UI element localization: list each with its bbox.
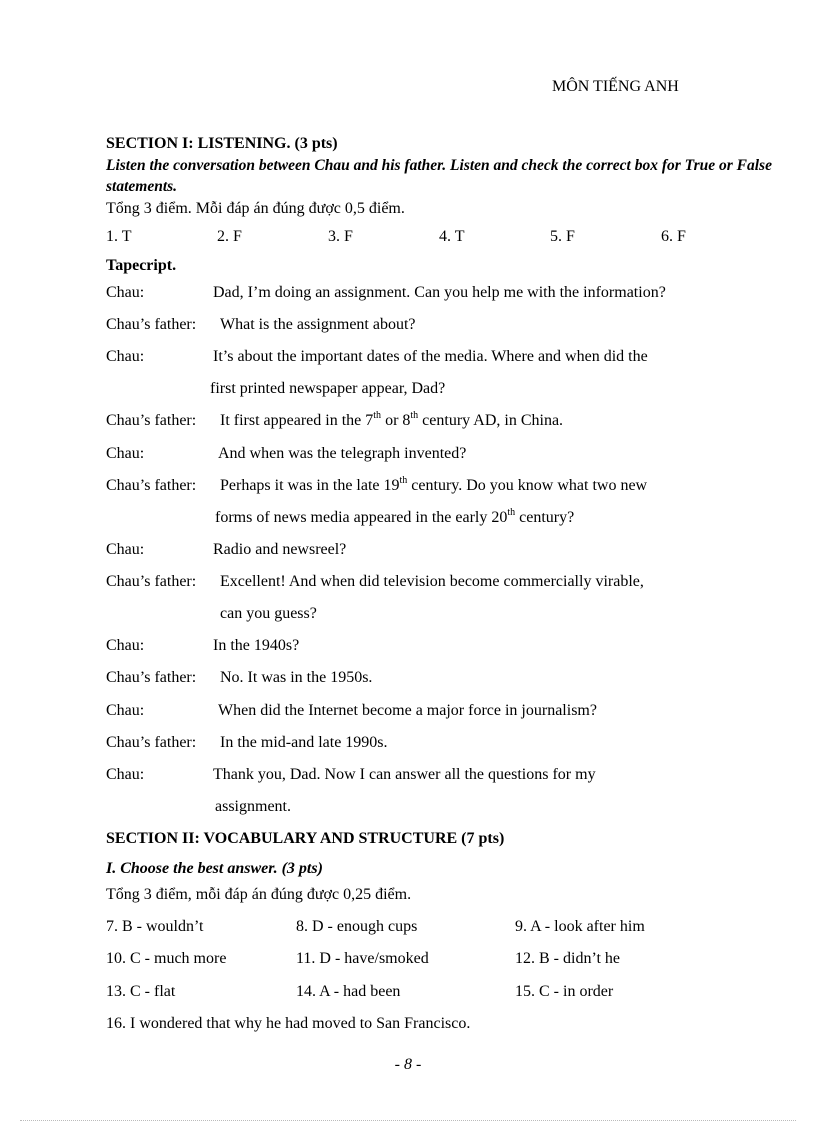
answer-item: 1. T xyxy=(106,228,132,245)
answer-item: 7. B - wouldn’t xyxy=(106,918,204,935)
dialogue-line: first printed newspaper appear, Dad? xyxy=(210,380,446,397)
section1-instruction: Listen the conversation between Chau and his father. Listen and check the correct box for True or False statements. xyxy=(106,157,772,195)
answer-item: 8. D - enough cups xyxy=(296,918,418,935)
answer-item: 3. F xyxy=(328,228,353,245)
answer-item: 5. F xyxy=(550,228,575,245)
question-16: 16. I wondered that why he had moved to San Francisco. xyxy=(106,1015,471,1032)
speaker: Chau: xyxy=(106,284,145,301)
section2-title: SECTION II: VOCABULARY AND STRUCTURE (7 pts) xyxy=(106,830,505,847)
dialogue-line: It first appeared in the 7th or 8th century AD, in China. xyxy=(220,410,564,429)
section1-title: SECTION I: LISTENING. (3 pts) xyxy=(106,135,338,152)
speaker: Chau’s father: xyxy=(106,669,197,686)
speaker: Chau: xyxy=(106,541,145,558)
dialogue-line: forms of news media appeared in the early 20th century? xyxy=(215,507,575,526)
dialogue-line: can you guess? xyxy=(220,605,317,622)
page-number: - 8 - xyxy=(394,1056,422,1073)
answer-item: 4. T xyxy=(439,228,465,245)
dialogue-line: Dad, I’m doing an assignment. Can you help me with the information? xyxy=(213,284,666,301)
dialogue-line: In the 1940s? xyxy=(213,637,300,654)
answer-item: 6. F xyxy=(661,228,686,245)
speaker: Chau: xyxy=(106,702,145,719)
subject-header: MÔN TIẾNG ANH xyxy=(552,78,679,95)
speaker: Chau’s father: xyxy=(106,573,197,590)
dialogue-line: In the mid-and late 1990s. xyxy=(220,734,388,751)
answer-item: 13. C - flat xyxy=(106,983,176,1000)
answer-item: 10. C - much more xyxy=(106,950,227,967)
section2-scoring: Tổng 3 điểm, mỗi đáp án đúng được 0,25 điểm. xyxy=(106,886,412,903)
speaker: Chau: xyxy=(106,348,145,365)
section1-scoring: Tổng 3 điểm. Mỗi đáp án đúng được 0,5 điểm. xyxy=(106,200,405,217)
dialogue-line: It’s about the important dates of the media. Where and when did the xyxy=(213,348,648,365)
speaker: Chau: xyxy=(106,445,145,462)
dialogue-line: assignment. xyxy=(215,798,291,815)
dialogue-line: No. It was in the 1950s. xyxy=(220,669,373,686)
part1-title: I. Choose the best answer. (3 pts) xyxy=(106,860,323,877)
answer-item: 11. D - have/smoked xyxy=(296,950,429,967)
speaker: Chau’s father: xyxy=(106,734,197,751)
tapescript-title: Tapecript. xyxy=(106,257,177,274)
page-divider xyxy=(20,1120,796,1121)
speaker: Chau’s father: xyxy=(106,477,197,494)
speaker: Chau: xyxy=(106,637,145,654)
answer-item: 14. A - had been xyxy=(296,983,401,1000)
speaker: Chau’s father: xyxy=(106,316,197,333)
dialogue-line: Thank you, Dad. Now I can answer all the questions for my xyxy=(213,766,596,783)
speaker: Chau: xyxy=(106,766,145,783)
answer-item: 12. B - didn’t he xyxy=(515,950,621,967)
answer-item: 2. F xyxy=(217,228,242,245)
answer-item: 9. A - look after him xyxy=(515,918,645,935)
dialogue-line: And when was the telegraph invented? xyxy=(218,445,467,462)
dialogue-line: What is the assignment about? xyxy=(220,316,416,333)
dialogue-line: Perhaps it was in the late 19th century. Do you know what two new xyxy=(220,475,648,494)
speaker: Chau’s father: xyxy=(106,412,197,429)
dialogue-line: Excellent! And when did television become commercially virable, xyxy=(220,573,644,590)
dialogue-line: Radio and newsreel? xyxy=(213,541,347,558)
answer-item: 15. C - in order xyxy=(515,983,614,1000)
dialogue-line: When did the Internet become a major force in journalism? xyxy=(218,702,597,719)
